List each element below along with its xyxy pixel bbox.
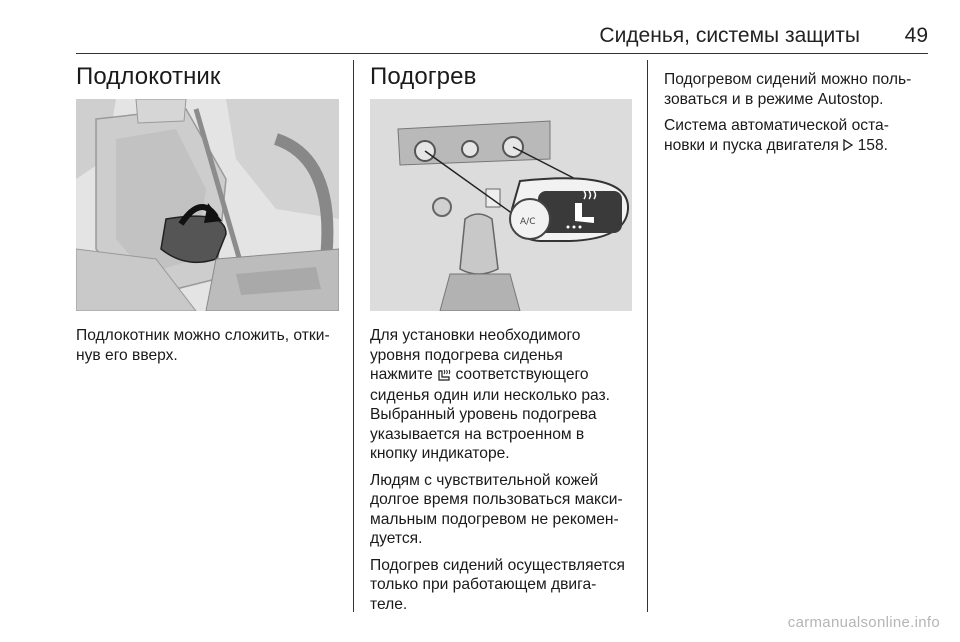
seat-heating-line: Людям с чувствительной кожей: [370, 471, 599, 489]
column-divider-right: [647, 60, 648, 612]
seat-heating-line: Для установки необходимого: [370, 327, 581, 344]
seat-heating-line: дуется.: [370, 530, 423, 547]
autostop-text: [664, 70, 934, 163]
seat-heating-line: Подогрев сидений осуществляется: [370, 556, 625, 574]
header-rule: [76, 53, 928, 54]
page-number: 49: [904, 24, 928, 47]
seat-heating-line: кнопку индикаторе.: [370, 445, 510, 462]
seat-heating-illustration: [370, 99, 632, 311]
seat-heating-line: Выбранный уровень подогрева: [370, 406, 597, 423]
seat-heating-line: нажмите: [370, 366, 438, 383]
seat-heating-line: уровня подогрева сиденья: [370, 346, 563, 364]
seat-heating-text: [370, 326, 642, 621]
watermark: carmanualsonline.info: [787, 614, 940, 631]
page-ref-triangle-icon[interactable]: [843, 138, 853, 154]
autostop-line: зоваться и в режиме Autostop.: [664, 90, 884, 108]
autostop-line: новки и пуска двигателя: [664, 136, 844, 154]
svg-text:A/C: A/C: [520, 217, 536, 227]
armrest-line: нув его вверх.: [76, 346, 178, 364]
seat-heating-line: теле.: [370, 595, 408, 613]
armrest-illustration: [76, 99, 339, 311]
seat-heating-line: указывается на встроенном в: [370, 425, 585, 443]
armrest-line: Подлокотник можно сложить, отки-: [76, 327, 330, 344]
page-reference-link[interactable]: 158.: [857, 136, 888, 154]
seat-heating-line: мальным подогревом не рекомен-: [370, 510, 619, 528]
seat-heating-drawing: [370, 99, 632, 311]
autostop-line: Система автоматической оста-: [664, 117, 889, 134]
seat-heating-line: сиденья один или несколько раз.: [370, 386, 611, 404]
section-heading-armrest: Подлокотник: [76, 63, 221, 90]
seat-heating-line: долгое время пользоваться макси-: [370, 491, 623, 508]
armrest-text: [76, 326, 344, 372]
seat-heating-line: только при работающем двига-: [370, 576, 597, 593]
seat-heat-icon: [437, 367, 451, 383]
seat-heating-line: соответствующего: [451, 366, 589, 383]
running-header-title: Сиденья, системы защиты: [599, 24, 860, 47]
autostop-line: Подогревом сидений можно поль-: [664, 71, 912, 88]
column-divider-left: [353, 60, 354, 612]
armrest-drawing: [76, 99, 339, 311]
section-heading-seat-heating: Подогрев: [370, 63, 477, 90]
